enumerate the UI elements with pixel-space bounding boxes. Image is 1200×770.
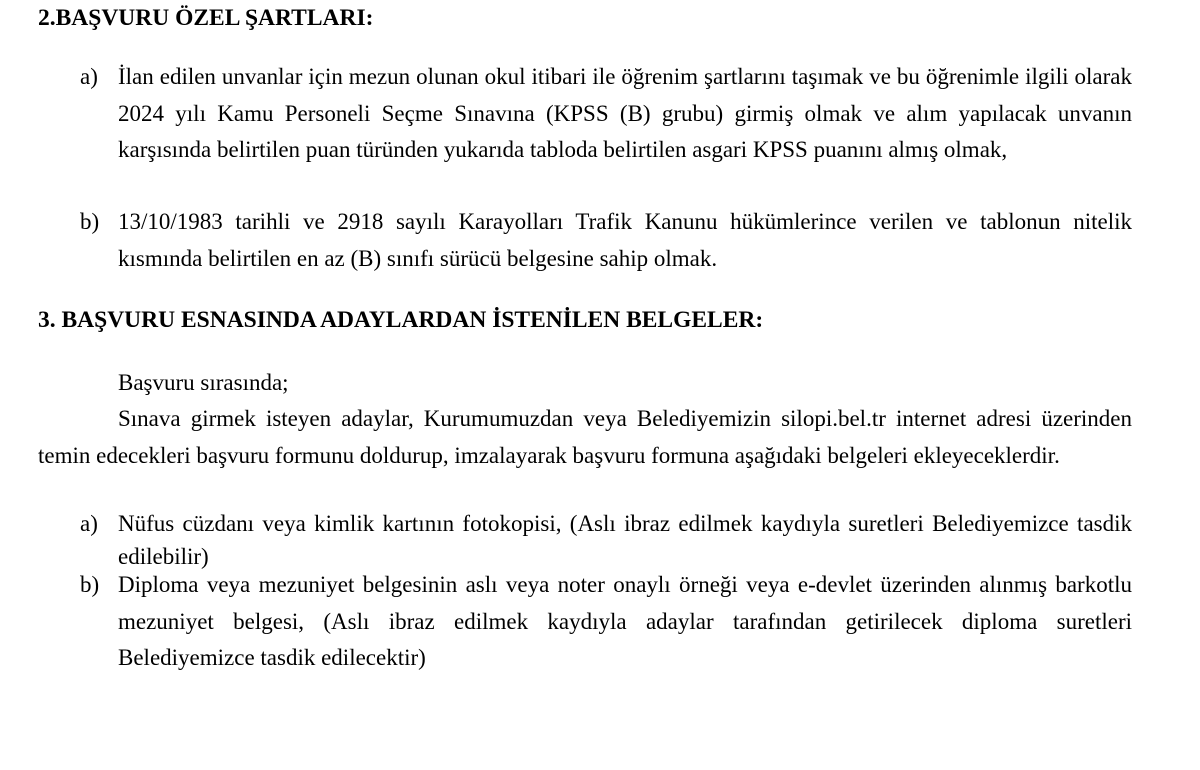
list-item-text: 13/10/1983 tarihli ve 2918 sayılı Karayolları Trafik Kanunu hükümlerince verilen ve tablonun nitelik kısmında belirtilen en az (B) sınıfı sürücü belgesine sahip olmak. <box>118 209 1132 271</box>
section-2-item-a <box>80 59 1132 169</box>
section-2-item-b <box>80 204 1132 277</box>
list-item-text: Nüfus cüzdanı veya kimlik kartının fotokopisi, (Aslı ibraz edilmek kaydıyla suretleri Belediyemizce tasdik edilebilir) <box>118 511 1132 569</box>
section-3-heading: 3. BAŞVURU ESNASINDA ADAYLARDAN İSTENİLEN BELGELER: <box>38 307 764 333</box>
section-2-heading: 2.BAŞVURU ÖZEL ŞARTLARI: <box>38 5 374 31</box>
list-marker: a) <box>80 64 98 89</box>
section-3-item-b <box>80 567 1132 677</box>
list-item-text: Diploma veya mezuniyet belgesinin aslı veya noter onaylı örneği veya e-devlet üzerinden alınmış barkotlu mezuniyet belgesi, (Aslı ibraz edilmek kaydıyla adaylar tarafından getirilecek diploma suretleri Belediyemizce tasdik edilecektir) <box>118 572 1132 670</box>
list-marker: a) <box>80 511 98 536</box>
list-item-text: İlan edilen unvanlar için mezun olunan okul itibari ile öğrenim şartlarını taşımak ve bu öğrenimle ilgili olarak 2024 yılı Kamu Personeli Seçme Sınavına (KPSS (B) grubu) girmiş olmak ve alım yapılacak unvanın karşısında belirtilen puan türünden yukarıda tabloda belirtilen asgari KPSS puanını almış olmak, <box>118 64 1132 162</box>
section-3-intro: Başvuru sırasında; <box>118 370 289 395</box>
list-marker: b) <box>80 572 100 597</box>
section-3-item-a <box>80 507 1132 573</box>
section-3-body: Sınava girmek isteyen adaylar, Kurumumuzdan veya Belediyemizin silopi.bel.tr internet adresi üzerinden temin edecekleri başvuru formunu doldurup, imzalayarak başvuru formuna aşağıdaki belgeleri ekleyeceklerdir. <box>38 406 1132 468</box>
list-marker: b) <box>80 209 100 234</box>
